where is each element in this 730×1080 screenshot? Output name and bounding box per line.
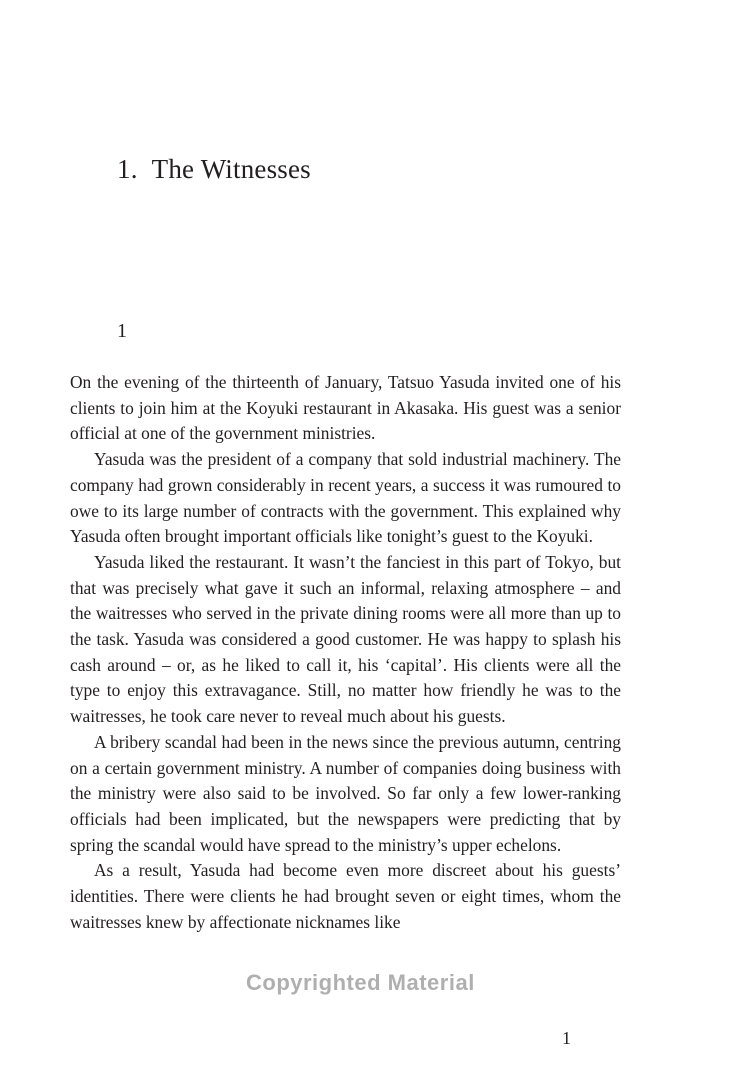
paragraph: Yasuda liked the restaurant. It wasn’t the fanciest in this part of Tokyo, but that was precisely what gave it such an informal, relaxing atmosphere – and the waitresses who served in the private dining rooms were all more than up to the task. Yasuda was considered a good customer. He was happy to splash his cash around – or, as he liked to call it, his ‘capital’. His clients were all the type to enjoy this extravagance. Still, no matter how friendly he was to the waitresses, he took care never to reveal much about his guests.: [70, 551, 621, 727]
chapter-title-text: The Witnesses: [151, 154, 311, 184]
chapter-number: 1.: [117, 154, 138, 184]
paragraph: A bribery scandal had been in the news since the previous autumn, centring on a certain government ministry. A number of companies doing business with the ministry were also said to be involved. So far only a few lower-ranking officials had been implicated, but the newspapers were predicting that by spring the scandal would have spread to the ministry’s upper echelons.: [70, 731, 621, 855]
page-number: 1: [562, 1028, 571, 1048]
paragraph: On the evening of the thirteenth of January, Tatsuo Yasuda invited one of his clients to join him at the Koyuki restaurant in Akasaka. His guest was a senior official at one of the government ministries.: [70, 372, 621, 444]
paragraph: Yasuda was the president of a company that sold industrial machinery. The company had grown considerably in recent years, a success it was rumoured to owe to its large number of contracts with the government. This explained why Yasuda often brought important officials like tonight’s guest to the Koyuki.: [70, 449, 621, 547]
chapter-title: [117, 154, 311, 185]
paragraph: As a result, Yasuda had become even more discreet about his guests’ identities. There were clients he had brought seven or eight times, whom the waitresses knew by affectionate nicknames like: [70, 860, 621, 932]
section-number: 1: [117, 320, 127, 342]
body-text: [70, 370, 621, 935]
copyright-watermark: Copyrighted Material: [246, 970, 475, 995]
